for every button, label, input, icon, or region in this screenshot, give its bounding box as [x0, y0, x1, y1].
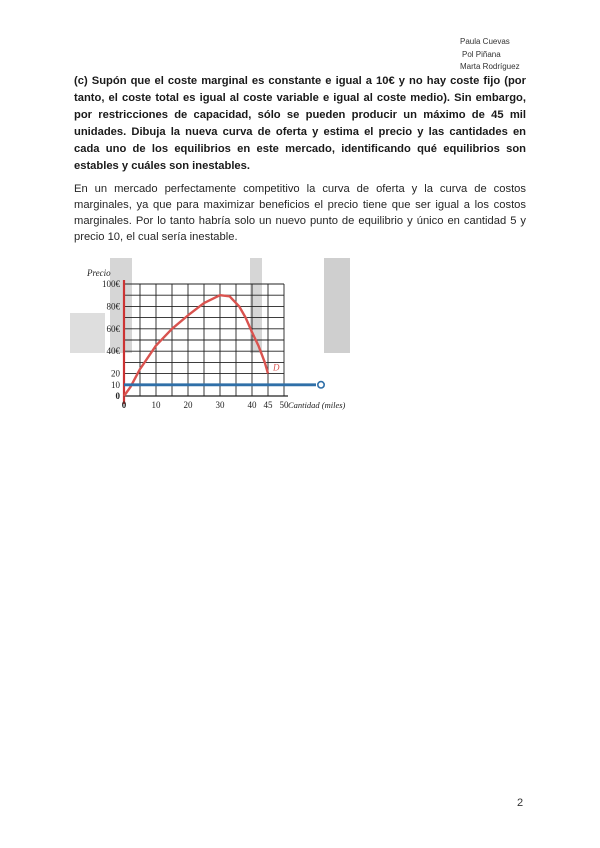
author-list: [460, 36, 520, 74]
y-tick-label: 0: [115, 391, 120, 401]
x-tick-label: 10: [151, 400, 161, 410]
x-tick-label: 30: [215, 400, 225, 410]
page-number: 2: [517, 797, 524, 809]
author-name: Paula Cuevas: [460, 37, 510, 46]
x-axis-title: Cantidad (miles): [288, 400, 346, 410]
x-tick-label: 45: [263, 400, 273, 410]
demand-series-label: D: [273, 362, 280, 373]
question-text: (c) Supón que el coste marginal es constante e igual a 10€ y no hay coste fijo (por tanto, el coste total es igual al coste variable e igual al coste medio). Sin embargo, por restricciones de capacidad, sólo se pueden producir un máximo de 45 mil unidades. Dibuja la nueva curva de oferta y estima el precio y las cantidades en cada uno de los equilibrios en este mercado, identificando qué equilibrios son estables y cuáles son inestables.: [74, 75, 526, 172]
supply-demand-figure: [70, 258, 370, 413]
y-tick-label: 100€: [102, 279, 120, 289]
x-tick-label: 50: [279, 400, 289, 410]
y-axis-title: Precio: [87, 268, 111, 278]
x-tick-label: 40: [247, 400, 257, 410]
author-name: Marta Rodríguez: [460, 62, 520, 71]
answer-text: En un mercado perfectamente competitivo la curva de oferta y la curva de costos marginales, ya que para maximizar beneficios el precio tiene que ser igual a los costos marginales. Por lo tanto habría solo un nuevo punto de equilibrio y único en cantidad 5 y precio 10, el cual sería inestable.: [74, 183, 526, 243]
y-tick-label: 10: [111, 379, 120, 390]
x-tick-label: 20: [183, 400, 193, 410]
x-tick-label: 0: [121, 400, 127, 410]
chart-series: [124, 295, 324, 396]
y-tick-label: 40€: [106, 346, 120, 357]
supply-demand-chart: [70, 258, 370, 413]
author-name: Pol Piñana: [462, 49, 501, 59]
demand-curve: [124, 295, 268, 396]
y-tick-label: 60€: [106, 323, 120, 334]
y-tick-label: 80€: [106, 301, 120, 312]
supply-line-end-marker: [318, 382, 324, 388]
y-tick-label: 20: [111, 368, 120, 379]
